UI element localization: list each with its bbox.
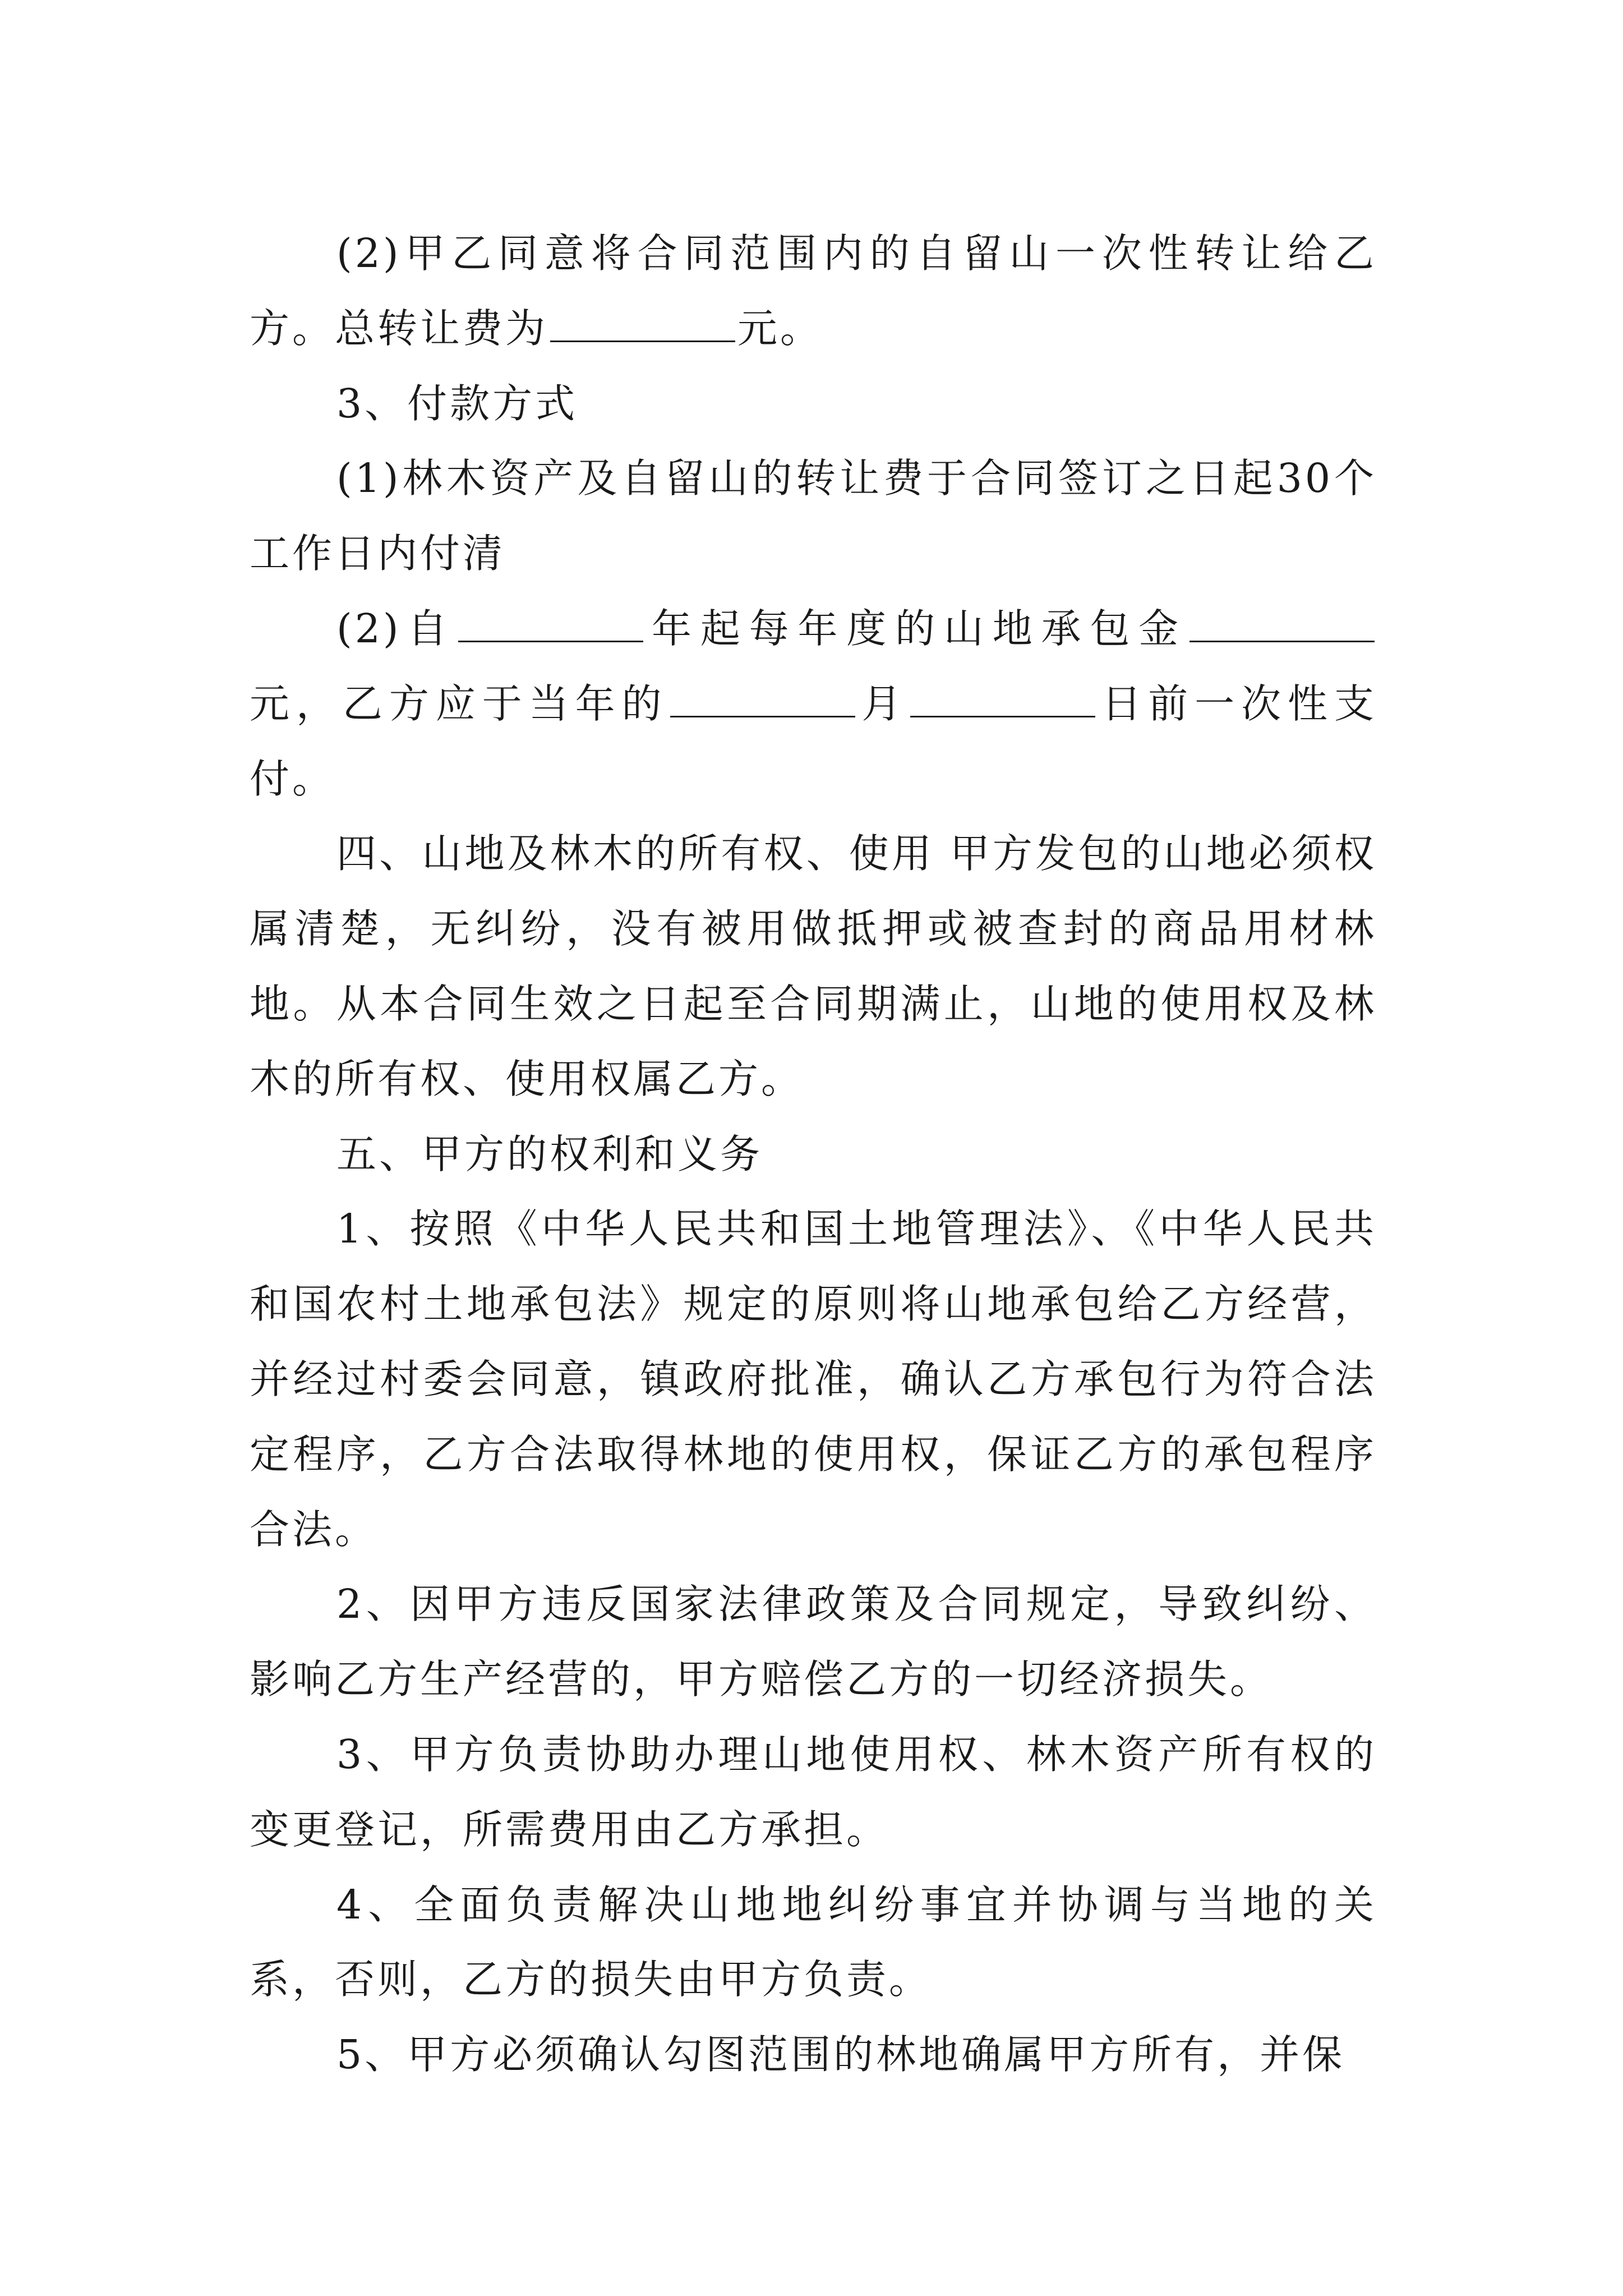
paragraph-text: 五、甲方的权利和义务 bbox=[336, 1130, 763, 1177]
paragraph-text: 1、按照《中华人民共和国土地管理法》、《中华人民共和国农村土地承包法》规定的原则将山地承包给乙方经营，并经过村委会同意，镇政府批准，确认乙方承包行为符合法定程序，乙方合法取得林地的使用权，保证乙方的承包程序合法。 bbox=[250, 1205, 1377, 1553]
paragraph-text: 3、甲方负责协助办理山地使用权、林木资产所有权的变更登记，所需费用由乙方承担。 bbox=[250, 1731, 1377, 1853]
paragraph-text: 月 bbox=[857, 680, 909, 727]
paragraph-text: 元。 bbox=[737, 305, 823, 352]
section-heading-party-a-rights bbox=[250, 1117, 1377, 1192]
fill-in-blank bbox=[670, 712, 855, 717]
paragraph-text: 日前一次性支付。 bbox=[250, 680, 1377, 802]
fill-in-blank bbox=[458, 637, 643, 642]
paragraph-text: 元，乙方应于当年的 bbox=[250, 680, 668, 727]
paragraph-text: 四、山地及林木的所有权、使用 甲方发包的山地必须权属清楚，无纠纷，没有被用做抵押或被查封的商品用材林地。从本合同生效之日起至合同期满止，山地的使用权及林木的所有权、使用权属乙方。 bbox=[250, 830, 1377, 1102]
paragraph-annual-contract-fee bbox=[250, 591, 1377, 816]
fill-in-blank bbox=[910, 712, 1095, 717]
paragraph-clause-4 bbox=[250, 1867, 1377, 2018]
paragraph-text: 4、全面负责解决山地地纠纷事宜并协调与当地的关系，否则，乙方的损失由甲方负责。 bbox=[250, 1881, 1377, 2003]
paragraph-text: 年起每年度的山地承包金 bbox=[645, 605, 1187, 652]
paragraph-clause-2 bbox=[250, 1567, 1377, 1717]
paragraph-text: 5、甲方必须确认勾图范围的林地确属甲方所有，并保 bbox=[336, 2031, 1345, 2078]
paragraph-text: 2、因甲方违反国家法律政策及合同规定，导致纠纷、影响乙方生产经营的，甲方赔偿乙方的一切经济损失。 bbox=[250, 1581, 1377, 1703]
document-body bbox=[250, 216, 1377, 2092]
paragraph-clause-3 bbox=[250, 1717, 1377, 1867]
paragraph-text: (2)甲乙同意将合同范围内的自留山一次性转让给乙方。总转让费为 bbox=[250, 230, 1377, 352]
paragraph-text: (2)自 bbox=[336, 605, 457, 652]
paragraph-transfer-fee bbox=[250, 216, 1377, 366]
fill-in-blank bbox=[1189, 637, 1375, 642]
paragraph-text: (1)林木资产及自留山的转让费于合同签订之日起30个工作日内付清 bbox=[250, 455, 1377, 577]
section-heading-payment-method bbox=[250, 366, 1377, 441]
paragraph-text: 3、付款方式 bbox=[336, 380, 578, 427]
paragraph-clause-5 bbox=[250, 2017, 1377, 2092]
fill-in-blank bbox=[550, 337, 735, 342]
paragraph-clause-1 bbox=[250, 1191, 1377, 1567]
paragraph-ownership-and-use bbox=[250, 816, 1377, 1116]
paragraph-payment-deadline bbox=[250, 441, 1377, 591]
